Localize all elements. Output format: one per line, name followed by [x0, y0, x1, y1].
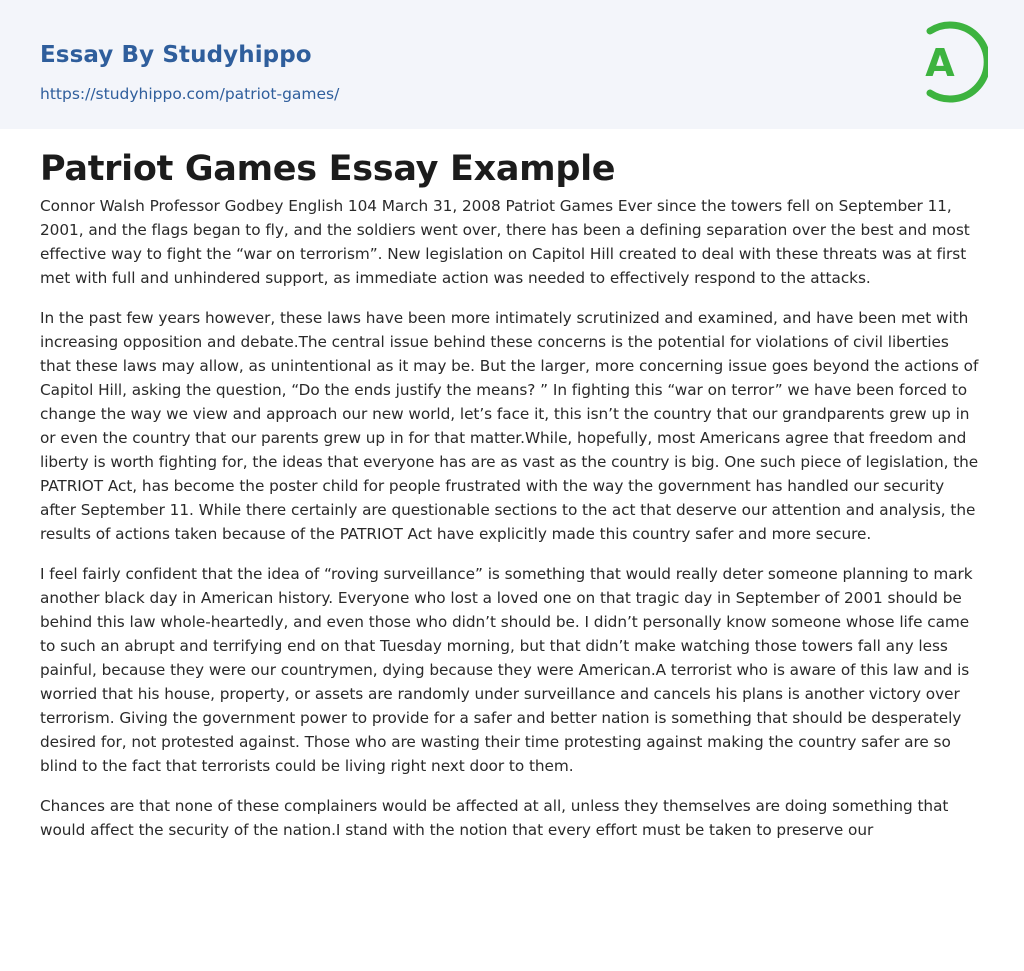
studyhippo-logo-icon[interactable]	[908, 18, 988, 106]
essay-title: Patriot Games Essay Example	[40, 149, 616, 189]
site-header	[0, 0, 1024, 129]
essay-paragraph: I feel fairly confident that the idea of “roving surveillance” is something that would really deter someone planning to mark another black day in American history. Everyone who lost a loved one on that tragic day in September of 2001 should be behind this law whole-heartedly, and even those who didn’t should be. I didn’t personally know someone whose life came to such an abrupt and terrifying end on that Tuesday morning, but that didn’t make watching those towers fall any less painful, because they were our countrymen, dying because they were American.A terrorist who is aware of this law and is worried that his house, property, or assets are randomly under surveillance and cancels his plans is another victory over terrorism. Giving the government power to provide for a safer and better nation is something that should be desperately desired for, not protested against. Those who are wasting their time protesting against making the country safer are so blind to the fact that terrorists could be living right next door to them.	[40, 565, 973, 775]
essay-content	[0, 129, 1024, 842]
essay-url-link[interactable]: https://studyhippo.com/patriot-games/	[40, 85, 340, 103]
essay-paragraph: Connor Walsh Professor Godbey English 104 March 31, 2008 Patriot Games Ever since the towers fell on September 11, 2001, and the flags began to fly, and the soldiers went over, there has been a defining separation over the best and most effective way to fight the “war on terrorism”. New legislation on Capitol Hill created to deal with these threats was at first met with full and unhindered support, as immediate action was needed to effectively respond to the attacks.	[40, 197, 970, 287]
logo-letter: A	[925, 41, 955, 85]
essay-paragraph: In the past few years however, these laws have been more intimately scrutinized and examined, and have been met with increasing opposition and debate.The central issue behind these concerns is the potential for violations of civil liberties that these laws may allow, as unintentional as it may be. But the larger, more concerning issue goes beyond the actions of Capitol Hill, asking the question, “Do the ends justify the means? ” In fighting this “war on terror” we have been forced to change the way we view and approach our new world, let’s face it, this isn’t the country that our grandparents grew up in or even the country that our parents grew up in for that matter.While, hopefully, most Americans agree that freedom and liberty is worth fighting for, the ideas that everyone has are as vast as the country is big. One such piece of legislation, the PATRIOT Act, has become the poster child for people frustrated with the way the government has handled our security after September 11. While there certainly are questionable sections to the act that deserve our attention and analysis, the results of actions taken because of the PATRIOT Act have explicitly made this country safer and more secure.	[40, 309, 979, 543]
essay-paragraph: Chances are that none of these complainers would be affected at all, unless they themselves are doing something that would affect the security of the nation.I stand with the notion that every effort must be taken to preserve our	[40, 797, 949, 839]
site-brand[interactable]: Essay By Studyhippo	[40, 42, 312, 68]
